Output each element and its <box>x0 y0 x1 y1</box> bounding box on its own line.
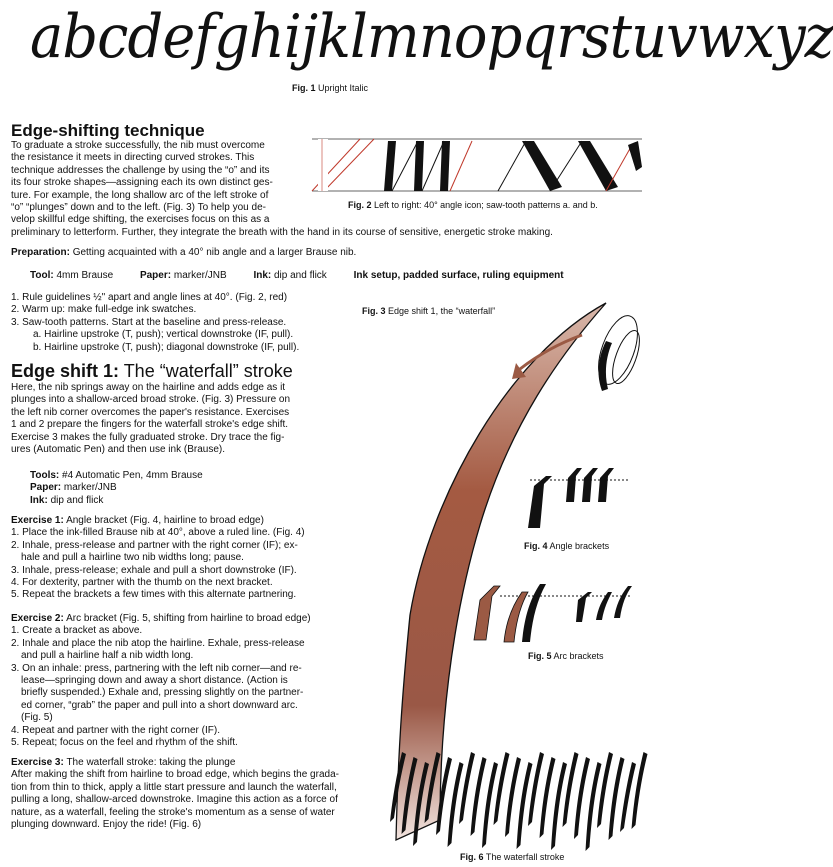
fig6-waterfall-strokes <box>386 748 656 848</box>
fig5-arc-brackets <box>470 578 650 648</box>
intro-line: preliminary to letterform. Further, they integrate the breath with the hand in its course of sensitive, energetic stroke making. <box>11 226 553 238</box>
exercise1-line: hale and pull a hairline two nib widths long; pause. <box>21 552 244 564</box>
intro-line: ures (Automatic Pen) and then use ink (Brause). <box>11 444 225 456</box>
paper-value: marker/JNB <box>63 482 117 494</box>
exercise1-line: 5. Repeat the brackets a few times with this alternate partnering. <box>11 589 297 601</box>
exercise2-line: 5. Repeat; focus on the feel and rhythm of the shift. <box>11 737 238 749</box>
exercise1-subtitle: Angle bracket (Fig. 4, hairline to broad edge) <box>66 515 264 526</box>
intro-line: the left nib corner overcomes the paper's resistance. Exercises <box>11 406 290 418</box>
exercise1-line: 4. For dexterity, partner with the thumb on the next bracket. <box>11 577 273 589</box>
exercise1-line: 3. Inhale, press-release; exhale and pull a short downstroke (IF). <box>11 564 297 576</box>
exercise2-title: Exercise 2: <box>11 613 64 624</box>
fig6-text: The waterfall stroke <box>485 852 565 862</box>
exercise2-line: briefly suspended.) Exhale and, pressing slightly on the partner- <box>21 687 304 699</box>
step-item: 3. Saw-tooth patterns. Start at the baseline and press-release. <box>11 316 287 328</box>
intro-line: its four stroke shapes—assigning each its own distinct ges- <box>11 177 273 189</box>
intro-line: To graduate a stroke successfully, the nib must overcome <box>11 140 265 151</box>
exercise3-line: plunging downward. Enjoy the ride! (Fig. 6) <box>11 819 202 831</box>
exercise3-subtitle: The waterfall stroke: taking the plunge <box>66 757 236 768</box>
fig6-caption <box>460 852 564 862</box>
intro-line: 1 and 2 prepare the fingers for the waterfall stroke's edge shift. <box>11 419 289 431</box>
fig2-text: Left to right: 40° angle icon; saw-tooth patterns a. and b. <box>374 200 598 210</box>
exercise2-line: (Fig. 5) <box>21 712 53 724</box>
exercise2-line: 3. On an inhale: press, partnering with the left nib corner—and re- <box>11 662 302 674</box>
fig5-text: Arc brackets <box>553 651 604 661</box>
intro-line: ture. For example, the long shallow arc of the left stroke of <box>11 189 269 201</box>
step-item: 1. Rule guidelines ½" apart and angle lines at 40°. (Fig. 2, red) <box>11 292 288 303</box>
fig5-caption <box>528 651 604 661</box>
exercise3-line: nature, as a waterfall, feeling the stroke's momentum as a sense of water <box>11 806 335 818</box>
fig4-text: Angle brackets <box>549 541 610 551</box>
ink-value: dip and flick <box>50 494 104 506</box>
exercise1-line: 1. Place the ink-filled Brause nib at 40°, above a ruled line. (Fig. 4) <box>11 527 305 539</box>
exercise1-line: 2. Inhale, press-release and partner with the right corner (IF); ex- <box>11 539 298 551</box>
fig2-number: Fig. 2 <box>348 200 372 210</box>
waterfall-stroke-mark <box>586 762 602 851</box>
intro-line: velop skillful edge shifting, the exercises focus on this as a <box>11 214 270 226</box>
exercise3 <box>11 757 339 831</box>
ink-label: Ink: <box>253 270 272 281</box>
waterfall-stroke-mark <box>448 762 464 847</box>
exercise3-line: tion from thin to thick, apply a little start pressure and launch the waterfall, <box>11 781 337 793</box>
waterfall-stroke-mark <box>517 762 533 849</box>
fig4-angle-brackets <box>520 462 640 532</box>
intro-line: Exercise 3 makes the fully graduated stroke. Dry trace the fig- <box>11 431 285 443</box>
tools-value: #4 Automatic Pen, 4mm Brause <box>62 470 203 481</box>
intro-line: Here, the nib springs away on the hairline and adds edge as it <box>11 382 286 393</box>
section2-heading <box>11 361 293 382</box>
tool-label: Tool: <box>30 270 54 281</box>
tools-line-1 <box>30 270 576 282</box>
fig2-sawtooth-diagram <box>312 137 642 193</box>
tool-value: 4mm Brause <box>56 270 114 281</box>
preparation-text: Getting acquainted with a 40° nib angle and a larger Brause nib. <box>72 247 357 258</box>
waterfall-stroke-mark <box>482 762 498 848</box>
alphabet-exemplar: abcdefghijklmnopqrstuvwxyz <box>30 2 833 72</box>
waterfall-stroke-mark <box>413 762 429 846</box>
section2-heading-b: The “waterfall” stroke <box>119 361 293 381</box>
fig5-number: Fig. 5 <box>528 651 552 661</box>
fig1-caption <box>0 83 660 93</box>
exercise2-line: lease—springing down and away a short distance. (Action is <box>21 675 288 687</box>
fig2-caption <box>348 200 598 210</box>
exercise3-title: Exercise 3: <box>11 757 64 768</box>
exercise3-line: After making the shift from hairline to broad edge, which begins the grada- <box>11 769 339 781</box>
exercise2-line: 2. Inhale and place the nib atop the hairline. Exhale, press-release <box>11 637 305 649</box>
exercise1 <box>11 515 305 602</box>
fig4-caption <box>524 541 609 551</box>
exercise2-line: 4. Repeat and partner with the right corner (IF). <box>11 724 220 736</box>
fig6-number: Fig. 6 <box>460 852 484 862</box>
waterfall-stroke-mark <box>390 752 406 822</box>
exercise2 <box>11 613 311 749</box>
waterfall-stroke-mark <box>425 752 441 823</box>
fig4-number: Fig. 4 <box>524 541 548 551</box>
step-item: a. Hairline upstroke (T, push); vertical downstroke (IF, pull). <box>33 329 294 341</box>
paper-label: Paper: <box>139 270 172 281</box>
section2-intro <box>11 382 290 456</box>
exercise2-subtitle: Arc bracket (Fig. 5, shifting from hairline to broad edge) <box>66 613 311 624</box>
intro-line: “o” “plunges” down and to the left. (Fig. 3) To help you de- <box>11 202 266 214</box>
preparation <box>11 247 356 259</box>
fig1-text: Upright Italic <box>318 83 369 93</box>
section2-tools <box>30 470 203 507</box>
fig1-number: Fig. 1 <box>291 83 316 93</box>
paper-label: Paper: <box>30 482 62 494</box>
exercise1-title: Exercise 1: <box>11 515 64 526</box>
intro-line: technique addresses the challenge by using the “o” and its <box>11 164 270 176</box>
ink-label: Ink: <box>30 494 48 506</box>
exercise3-line: pulling a long, shallow-arced downstroke. Imagine this action as a force of <box>11 794 338 806</box>
exercise2-line: ed corner, “grab” the paper and pull into a short downward arc. <box>21 699 298 711</box>
section1-steps <box>11 292 299 354</box>
fig3-text: Edge shift 1, the “waterfall” <box>388 306 496 316</box>
exercise2-line: and pull a hairline half a nib width long. <box>21 650 194 662</box>
section1-heading: Edge-shifting technique <box>11 121 205 140</box>
preparation-label: Preparation: <box>11 247 70 258</box>
ink-value: dip and flick <box>274 270 327 281</box>
waterfall-stroke-mark <box>551 762 567 850</box>
intro-line: the resistance it meets in directing curved strokes. This <box>11 152 255 164</box>
step-item: b. Hairline upstroke (T, push); diagonal downstroke (IF, pull). <box>33 341 300 353</box>
intro-line: plunges into a shallow-arced broad stroke. (Fig. 3) Pressure on <box>11 394 291 406</box>
exercise2-line: 1. Create a bracket as above. <box>11 625 143 637</box>
step-item: 2. Warm up: make full-edge ink swatches. <box>11 304 197 316</box>
equipment-note: Ink setup, padded surface, ruling equipment <box>353 270 564 281</box>
section2-heading-a: Edge shift 1: <box>11 361 120 381</box>
tools-label: Tools: <box>30 470 60 481</box>
fig3-number: Fig. 3 <box>362 306 386 316</box>
paper-value: marker/JNB <box>173 270 227 281</box>
